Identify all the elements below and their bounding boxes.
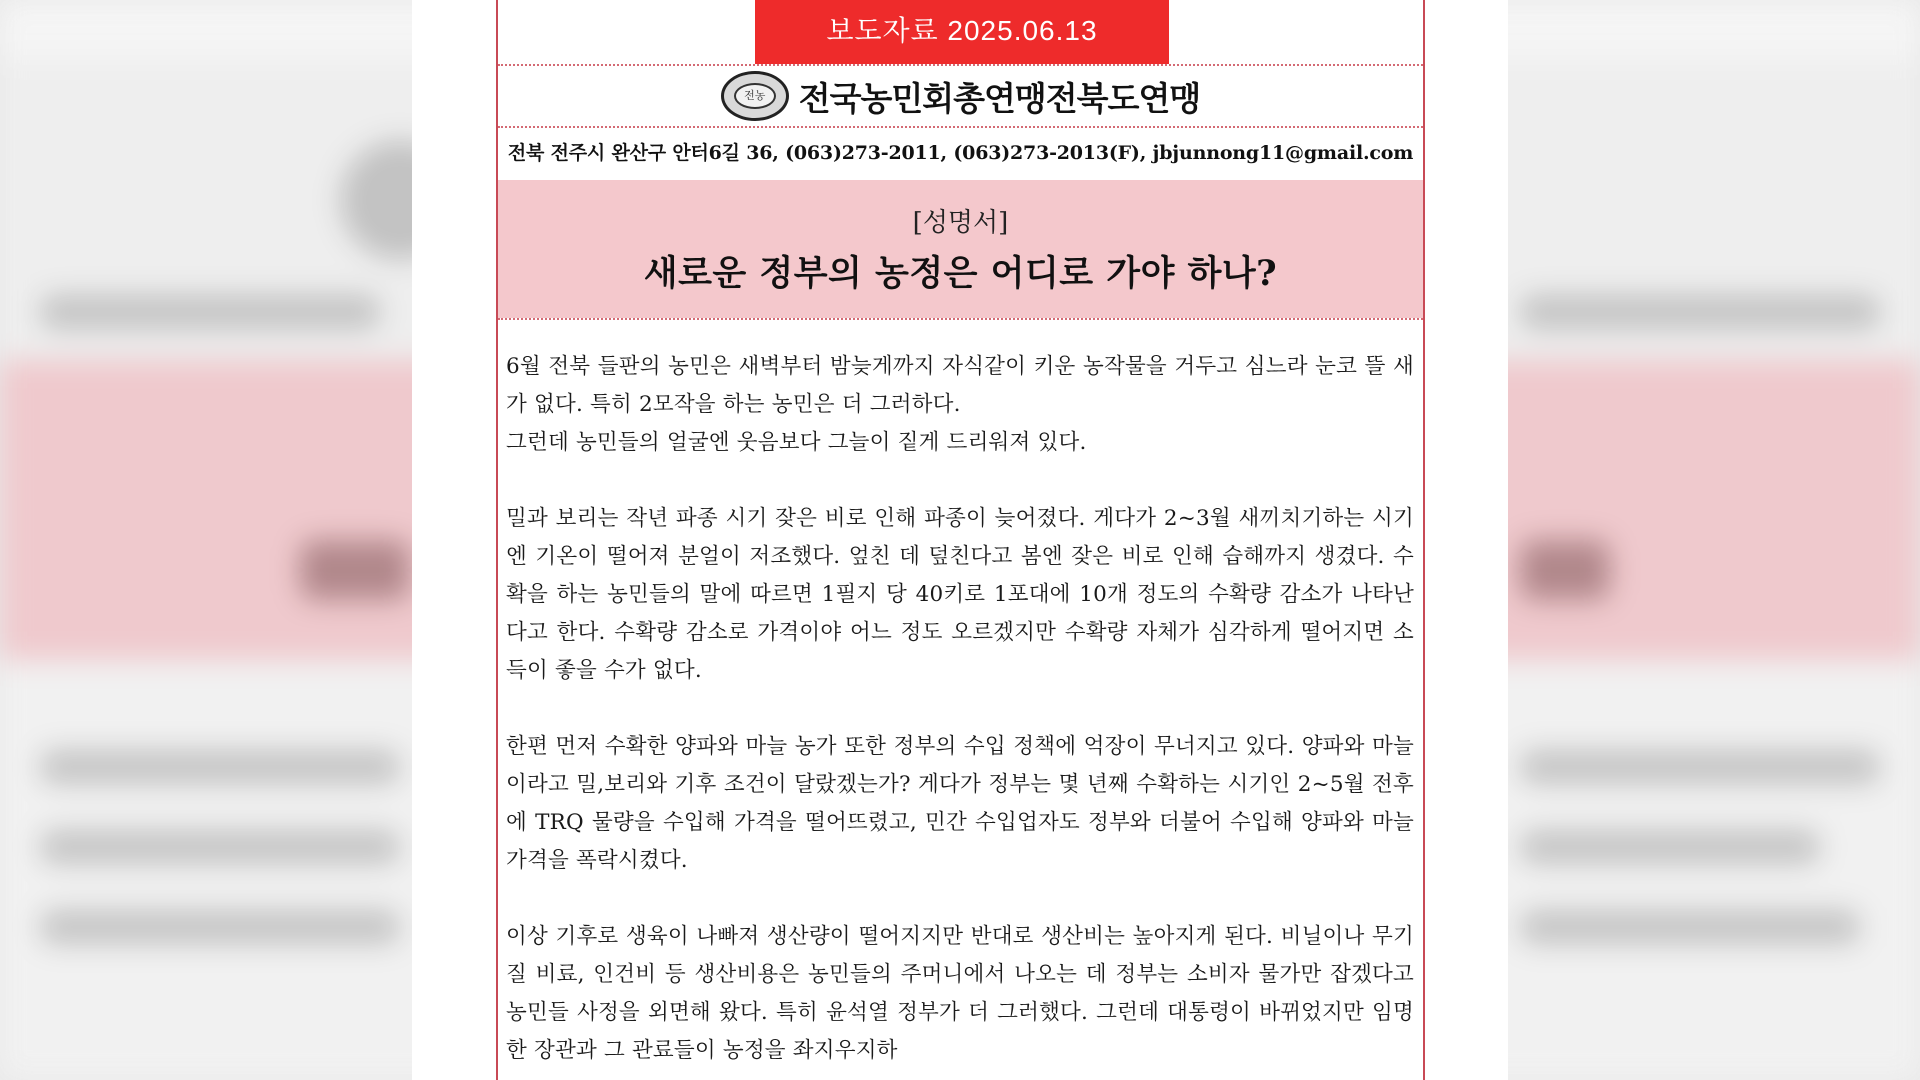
press-release-document	[496, 0, 1425, 1080]
statement-body	[506, 348, 1414, 1080]
paragraph-text: 6월 전북 들판의 농민은 새벽부터 밤늦게까지 자식같이 키운 농작물을 거두고 심느라 눈코 뜰 새가 없다. 특히 2모작을 하는 농민은 더 그러하다.	[506, 354, 1414, 417]
organization-name: 전국농민회총연맹전북도연맹	[798, 78, 1201, 118]
logo-text: 전농	[734, 83, 776, 109]
bg-shape	[40, 830, 400, 864]
divider	[498, 318, 1423, 320]
title-section	[498, 180, 1423, 318]
paragraph-text: 한편 먼저 수확한 양파와 마늘 농가 또한 정부의 수입 정책에 억장이 무너지고 있다. 양파와 마늘이라고 밀,보리와 기후 조건이 달랐겠는가? 게다가 정부는 몇 년째 수확하는 시기인 2~5월 전후에 TRQ 물량을 수입해 가격을 떨어뜨렸고, 민간 수입업자도 정부와 더불어 수입해 양파와 마늘 가격을 폭락시켰다.	[506, 734, 1414, 873]
paragraph	[506, 918, 1414, 1070]
bg-shape	[40, 910, 400, 944]
bg-shape	[1520, 830, 1820, 864]
bg-shape	[1520, 540, 1610, 600]
bg-shape	[1520, 295, 1880, 329]
paragraph	[506, 348, 1414, 462]
document-title: 새로운 정부의 농정은 어디로 가야 하나?	[643, 253, 1278, 294]
paragraph-text: 이상 기후로 생육이 나빠져 생산량이 떨어지지만 반대로 생산비는 높아지게 된다. 비닐이나 무기질 비료, 인건비 등 생산비용은 농민들의 주머니에서 나오는 데 정부는 소비자 물가만 잡겠다고 농민들 사정을 외면해 왔다. 특히 윤석열 정부가 더 그러했다. 그런데 대통령이 바뀌었지만 임명한 장관과 그 관료들이 농정을 좌지우지하	[506, 924, 1414, 1063]
bg-shape	[1520, 750, 1880, 784]
contact-address: 전북 전주시 완산구 안터6길 36, (063)273-2011, (063)273-2013(F), jbjunnong11@gmail.com	[507, 142, 1414, 164]
organization-logo	[721, 71, 789, 121]
press-release-label: 보도자료 2025.06.13	[755, 0, 1169, 64]
paragraph	[506, 500, 1414, 690]
document-type: [성명서]	[912, 208, 1009, 238]
paragraph-text: 밀과 보리는 작년 파종 시기 잦은 비로 인해 파종이 늦어졌다. 게다가 2~3월 새끼치기하는 시기엔 기온이 떨어져 분얼이 저조했다. 엎친 데 덮친다고 봄엔 잦은 비로 인해 습해까지 생겼다. 수확을 하는 농민들의 말에 따르면 1필지 당 40키로 1포대에 10개 정도의 수확량 감소가 나타난다고 한다. 수확량 감소로 가격이야 어느 정도 오르겠지만 수확량 자체가 심각하게 떨어지면 소득이 좋을 수가 없다.	[506, 506, 1414, 683]
organization-header	[498, 68, 1423, 124]
bg-shape	[40, 750, 400, 784]
bg-shape	[1520, 910, 1860, 944]
paragraph	[506, 728, 1414, 880]
bg-shape	[300, 540, 410, 600]
divider	[498, 64, 1423, 66]
paragraph-text: 그런데 농민들의 얼굴엔 웃음보다 그늘이 짙게 드리워져 있다.	[506, 430, 1087, 455]
bg-shape	[40, 295, 380, 329]
